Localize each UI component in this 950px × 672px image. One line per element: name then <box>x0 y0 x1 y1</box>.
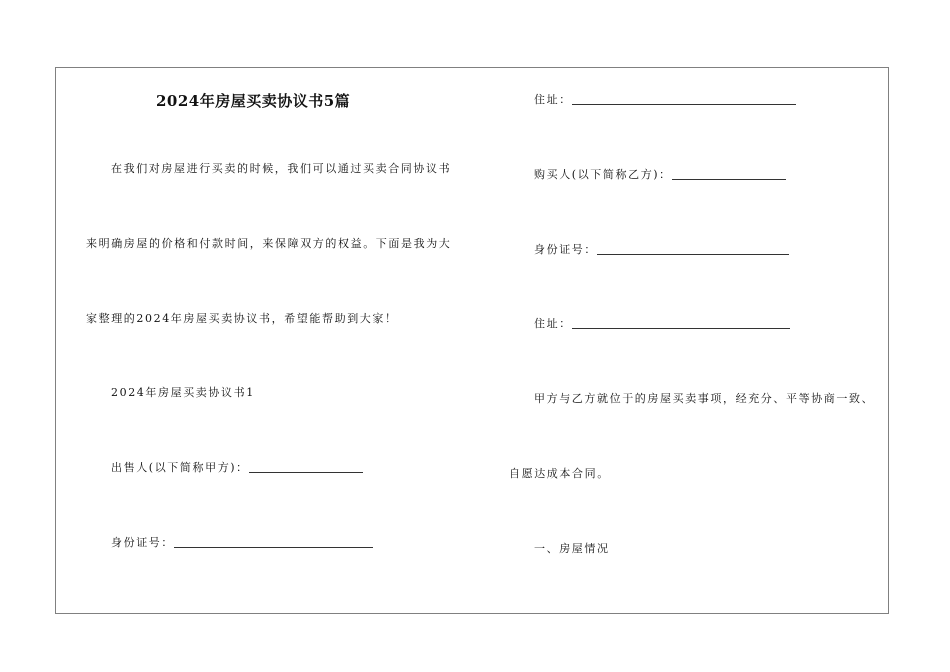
document-title: 2024年房屋买卖协议书5篇 <box>156 92 351 110</box>
buyer-field <box>534 168 786 182</box>
buyer-id-blank-line <box>597 243 789 255</box>
seller-id-label: 身份证号： <box>111 536 174 549</box>
buyer-address-field <box>534 317 790 331</box>
seller-label: 出售人(以下简称甲方)： <box>111 461 249 474</box>
seller-id-blank-line <box>174 536 373 548</box>
seller-address-label: 住址： <box>534 93 572 106</box>
seller-address-blank-line <box>572 93 796 105</box>
seller-blank-line <box>249 461 363 473</box>
agreement-paragraph-line: 甲方与乙方就位于的房屋买卖事项，经充分、平等协商一致、 <box>534 392 875 405</box>
agreement-subheading: 2024年房屋买卖协议书1 <box>111 386 255 399</box>
intro-paragraph-line: 家整理的2024年房屋买卖协议书，希望能帮助到大家！ <box>86 312 398 325</box>
agreement-paragraph-line: 自愿达成本合同。 <box>509 467 610 480</box>
buyer-address-label: 住址： <box>534 317 572 330</box>
intro-paragraph-line: 来明确房屋的价格和付款时间，来保障双方的权益。下面是我为大 <box>86 237 452 250</box>
buyer-id-field <box>534 243 789 257</box>
document-page <box>55 67 889 614</box>
section-heading: 一、房屋情况 <box>534 542 610 555</box>
buyer-blank-line <box>672 168 786 180</box>
buyer-address-blank-line <box>572 317 790 329</box>
seller-field <box>111 461 363 475</box>
buyer-id-label: 身份证号： <box>534 243 597 256</box>
seller-id-field <box>111 536 373 550</box>
buyer-label: 购买人(以下简称乙方)： <box>534 168 672 181</box>
seller-address-field <box>534 93 796 107</box>
intro-paragraph-line: 在我们对房屋进行买卖的时候，我们可以通过买卖合同协议书 <box>111 162 452 175</box>
